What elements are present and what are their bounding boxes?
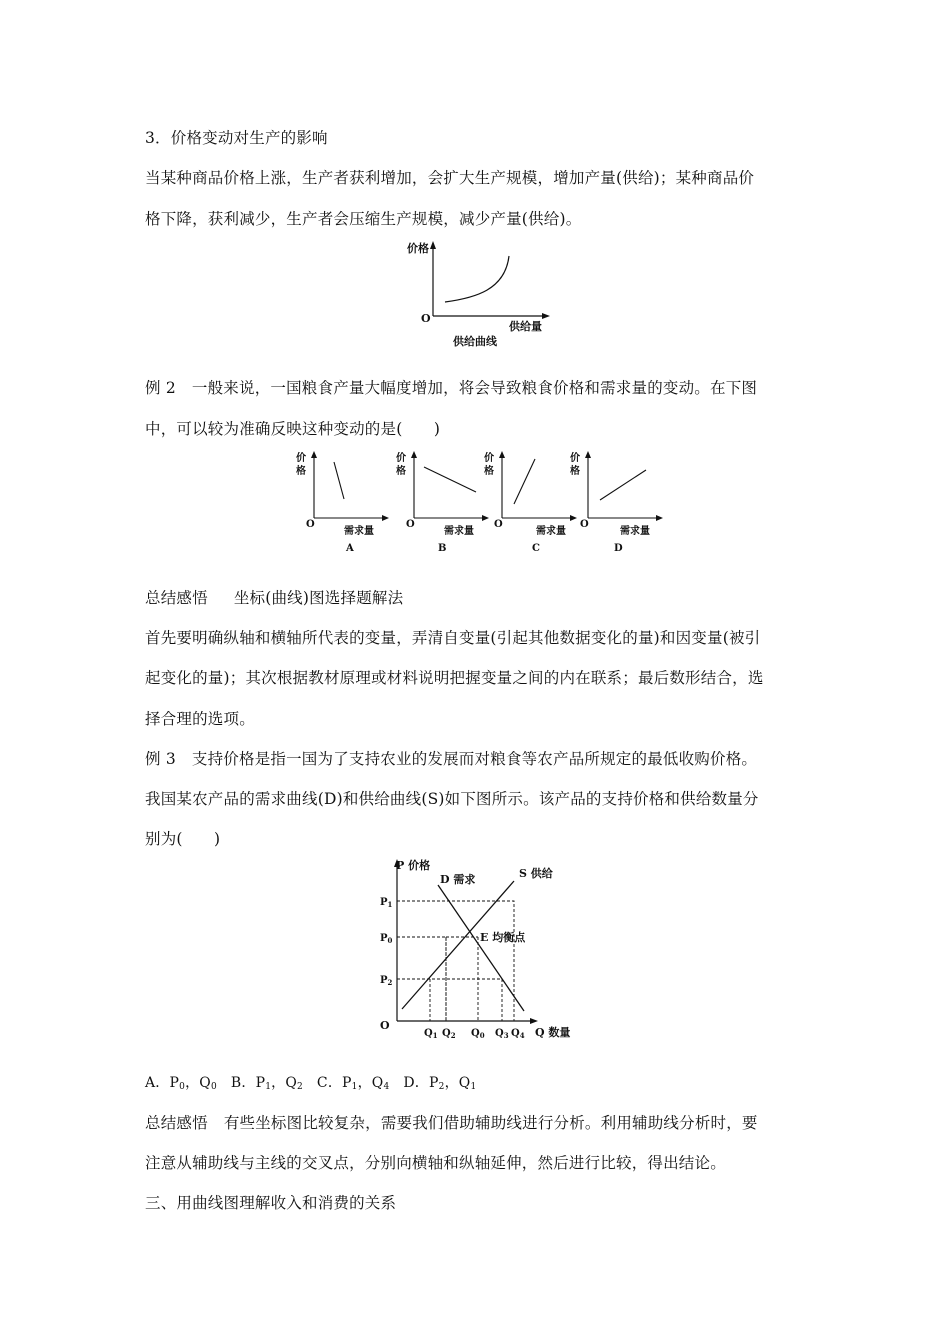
supply-label: S 供给 [519, 867, 553, 880]
equilibrium-label: E 均衡点 [480, 931, 526, 944]
tick-p2: $P_2$ [380, 975, 393, 987]
chart-a-y-label-1: 价 [296, 453, 306, 464]
example-3-line-3: 别为( ) [145, 830, 221, 848]
example-2-line-1: 例 2 一般来说，一国粮食产量大幅度增加，将会导致粮食价格和需求量的变动。在下图 [145, 379, 758, 397]
option-b: B．$P_1$，$Q_2$ [230, 1075, 303, 1092]
chart-a-y-label-2: 格 [296, 466, 306, 477]
x-axis-arrow [542, 313, 550, 319]
chart-b-y-arrow [411, 451, 417, 458]
y-axis-arrow [430, 241, 436, 249]
chart-c-origin: O [494, 519, 503, 530]
figure-caption: 供给曲线 [453, 335, 497, 348]
chart-c-option: C [532, 543, 540, 554]
y-axis-label: P 价格 [396, 859, 431, 872]
option-c: C．$P_1$，$Q_4$ [316, 1075, 390, 1092]
chart-d [570, 451, 663, 554]
chart-c-y-arrow [499, 451, 505, 458]
supply-demand-figure [372, 855, 592, 1047]
guide-p2 [397, 979, 502, 1021]
chart-c-y-label-1: 价 [484, 453, 494, 464]
chart-b-line [424, 467, 476, 492]
section-heading: 3．价格变动对生产的影响 [145, 129, 328, 147]
x-axis-label: Q 数量 [535, 1026, 571, 1039]
example-3-line-1: 例 3 支持价格是指一国为了支持农业的发展而对粮食等农产品所规定的最低收购价格。 [145, 750, 758, 768]
answer-options [145, 1072, 476, 1092]
chart-d-y-arrow [585, 451, 591, 458]
summary-1-line-1: 首先要明确纵轴和横轴所代表的变量，弄清自变量(引起其他数据变化的量)和因变量(被引 [145, 629, 761, 647]
origin-label: O [421, 312, 431, 325]
example-3-line-2: 我国某农产品的需求曲线(D)和供给曲线(S)如下图所示。该产品的支持价格和供给数量分 [145, 790, 759, 808]
chart-a-line [334, 462, 344, 499]
chart-c [484, 451, 577, 554]
chart-b-y-label-2: 格 [396, 466, 406, 477]
paragraph-line: 格下降，获利减少，生产者会压缩生产规模，减少产量(供给)。 [145, 210, 582, 228]
chart-d-x-label: 需求量 [620, 526, 650, 537]
tick-p1: $P_1$ [380, 897, 393, 909]
tick-q0: $Q_0$ [471, 1028, 485, 1040]
section-three-heading: 三、用曲线图理解收入和消费的关系 [145, 1194, 397, 1212]
chart-a-origin: O [306, 519, 315, 530]
chart-b-x-arrow [482, 515, 489, 521]
summary-1-title: 总结感悟 坐标(曲线)图选择题解法 [145, 589, 404, 607]
x-axis-label: 供给量 [509, 320, 542, 333]
chart-d-x-arrow [656, 515, 663, 521]
example-2-line-2: 中，可以较为准确反映这种变动的是( ) [145, 420, 441, 438]
tick-q4: $Q_4$ [511, 1028, 525, 1040]
chart-a-option: A [346, 543, 354, 554]
chart-d-y-label-1: 价 [570, 453, 580, 464]
chart-d-line [600, 470, 646, 500]
chart-c-y-label-2: 格 [484, 466, 494, 477]
supply-curve-figure [405, 238, 565, 350]
demand-label: D 需求 [440, 873, 476, 886]
demand-line [438, 885, 524, 1011]
supply-curve [445, 256, 509, 302]
chart-d-option: D [614, 543, 623, 554]
chart-b-option: B [438, 543, 447, 554]
supply-line [402, 881, 514, 1009]
summary-1-line-3: 择合理的选项。 [145, 710, 255, 728]
chart-a-y-arrow [311, 451, 317, 458]
chart-a-x-arrow [382, 515, 389, 521]
chart-d-y-label-2: 格 [570, 466, 580, 477]
option-d: D．$P_2$，$Q_1$ [403, 1075, 477, 1092]
tick-q3: $Q_3$ [495, 1028, 509, 1040]
chart-c-x-arrow [570, 515, 577, 521]
chart-a-x-label: 需求量 [344, 526, 374, 537]
x-axis-arrow [530, 1018, 538, 1024]
tick-q1: $Q_1$ [424, 1028, 438, 1040]
summary-2-line-2: 注意从辅助线与主线的交叉点，分别向横轴和纵轴延伸，然后进行比较，得出结论。 [145, 1154, 726, 1172]
chart-b-origin: O [406, 519, 415, 530]
y-axis-label: 价格 [407, 242, 429, 255]
paragraph-line: 当某种商品价格上涨，生产者获利增加，会扩大生产规模，增加产量(供给)；某种商品价 [145, 169, 755, 187]
chart-c-line [514, 459, 535, 504]
summary-2-line-1: 总结感悟 有些坐标图比较复杂，需要我们借助辅助线进行分析。利用辅助线分析时，要 [145, 1114, 758, 1132]
option-a: A．$P_0$，$Q_0$ [145, 1075, 217, 1092]
chart-c-x-label: 需求量 [536, 526, 566, 537]
example-2-charts [292, 448, 672, 556]
tick-q2: $Q_2$ [442, 1028, 456, 1040]
guide-lines [397, 901, 514, 1021]
tick-p0: $P_0$ [380, 933, 393, 945]
chart-a [296, 451, 389, 554]
chart-b-y-label-1: 价 [396, 453, 406, 464]
chart-b [396, 451, 489, 554]
origin-label: O [380, 1019, 390, 1032]
chart-b-x-label: 需求量 [444, 526, 474, 537]
chart-d-origin: O [580, 519, 589, 530]
guide-p1 [397, 901, 514, 1021]
summary-1-line-2: 起变化的量)；其次根据教材原理或材料说明把握变量之间的内在联系；最后数形结合，选 [145, 669, 764, 687]
